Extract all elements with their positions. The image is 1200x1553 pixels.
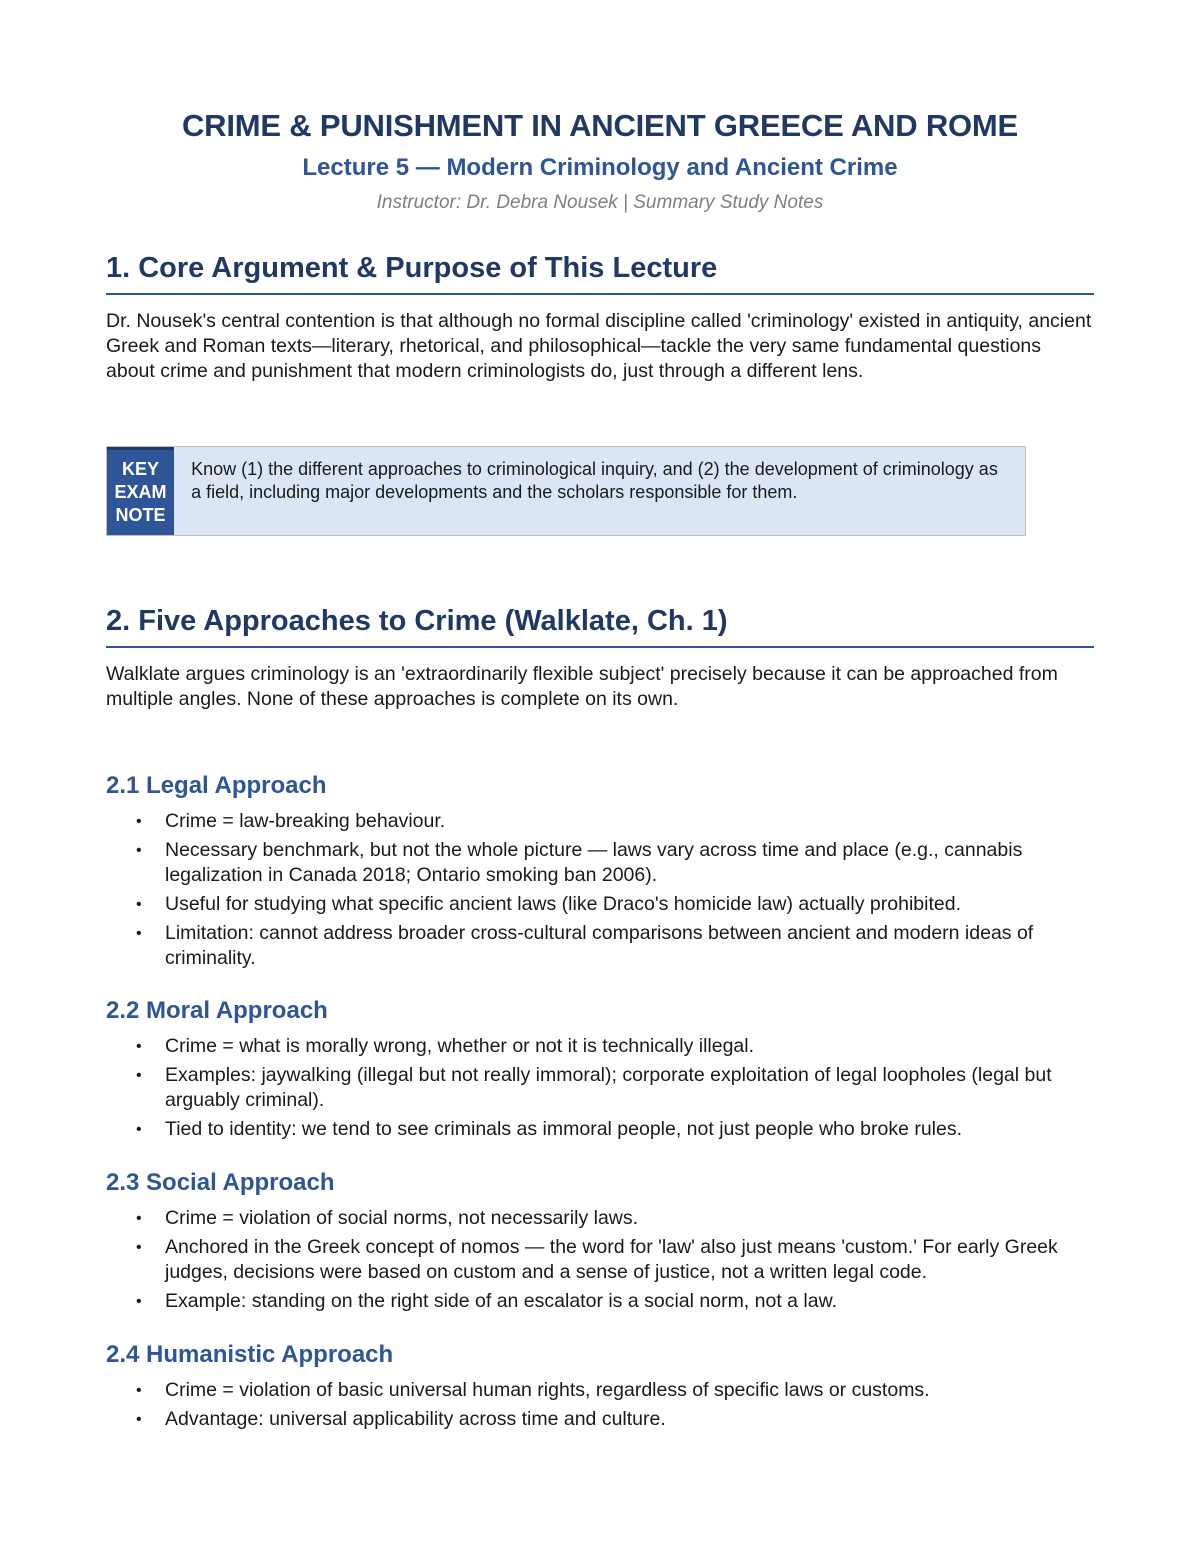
list-item-text: Crime = violation of social norms, not necessarily laws. xyxy=(165,1207,639,1229)
instructor-meta: Instructor: Dr. Debra Nousek | Summary Study Notes xyxy=(376,192,824,213)
tag-line-exam: EXAM xyxy=(114,482,167,502)
list-item-text: Examples: jaywalking (illegal but not really immoral); corporate exploitation of legal loopholes (legal but arguably criminal). xyxy=(165,1064,1052,1111)
list-item xyxy=(106,1117,1094,1142)
list-item xyxy=(106,892,1094,917)
list-item-text: Necessary benchmark, but not the whole picture — laws vary across time and place (e.g., cannabis legalization in Canada 2018; Ontario smoking ban 2006). xyxy=(165,839,1023,886)
list-item xyxy=(106,1034,1094,1059)
key-exam-note-text: Know (1) the different approaches to criminological inquiry, and (2) the development of criminology as a field, including major developments and the scholars responsible for them. xyxy=(191,459,998,502)
list-item xyxy=(106,809,1094,834)
tag-line-key: KEY xyxy=(122,459,160,479)
list-item xyxy=(106,1378,1094,1403)
document-title: CRIME & PUNISHMENT IN ANCIENT GREECE AND ROME xyxy=(181,108,1019,143)
subsection-2-4-heading: 2.4 Humanistic Approach xyxy=(106,1341,394,1368)
bullet-glyph: • xyxy=(136,925,142,942)
list-item-text: Anchored in the Greek concept of nomos — the word for 'law' also just means 'custom.' For early Greek judges, decisions were based on custom and a sense of justice, not a written legal code. xyxy=(165,1236,1058,1283)
subsection-2-1-heading: 2.1 Legal Approach xyxy=(106,772,327,799)
subsection-2-2-list xyxy=(106,1034,1094,1146)
bullet-glyph: • xyxy=(136,1038,142,1055)
list-item xyxy=(106,1235,1094,1285)
bullet-glyph: • xyxy=(136,1293,142,1310)
section-2-heading: 2. Five Approaches to Crime (Walklate, Ch. 1) xyxy=(106,605,1094,648)
subsection-2-4-list xyxy=(106,1378,1094,1436)
key-exam-note-tag xyxy=(107,447,174,535)
bullet-glyph: • xyxy=(136,896,142,913)
list-item-text: Limitation: cannot address broader cross-cultural comparisons between ancient and modern ideas of criminality. xyxy=(165,922,1034,969)
list-item xyxy=(106,1289,1094,1314)
subsection-2-3-list xyxy=(106,1206,1094,1318)
section-1-body: Dr. Nousek's central contention is that although no formal discipline called 'criminology' existed in antiquity, ancient Greek and Roman texts—literary, rhetorical, and philosophical—tackle the very same fundamental questions about crime and punishment that modern criminologists do, just through a different lens. xyxy=(106,310,1092,382)
tag-line-note: NOTE xyxy=(115,505,166,525)
list-item-text: Tied to identity: we tend to see criminals as immoral people, not just people who broke rules. xyxy=(165,1118,963,1140)
bullet-glyph: • xyxy=(136,1210,142,1227)
bullet-glyph: • xyxy=(136,1382,142,1399)
bullet-glyph: • xyxy=(136,842,142,859)
bullet-glyph: • xyxy=(136,1121,142,1138)
bullet-glyph: • xyxy=(136,813,142,830)
list-item xyxy=(106,1206,1094,1231)
list-item xyxy=(106,1407,1094,1432)
list-item-text: Useful for studying what specific ancient laws (like Draco's homicide law) actually prohibited. xyxy=(165,893,961,915)
list-item-text: Example: standing on the right side of an escalator is a social norm, not a law. xyxy=(165,1290,838,1312)
bullet-glyph: • xyxy=(136,1239,142,1256)
list-item-text: Crime = law-breaking behaviour. xyxy=(165,810,446,832)
list-item-text: Advantage: universal applicability across time and culture. xyxy=(165,1408,666,1430)
subsection-2-2-heading: 2.2 Moral Approach xyxy=(106,997,328,1024)
list-item-text: Crime = what is morally wrong, whether or not it is technically illegal. xyxy=(165,1035,755,1057)
bullet-glyph: • xyxy=(136,1411,142,1428)
section-2-body: Walklate argues criminology is an 'extraordinarily flexible subject' precisely because it can be approached from multiple angles. None of these approaches is complete on its own. xyxy=(106,663,1058,710)
subsection-2-3-heading: 2.3 Social Approach xyxy=(106,1169,335,1196)
list-item-text: Crime = violation of basic universal human rights, regardless of specific laws or customs. xyxy=(165,1379,930,1401)
subsection-2-1-list xyxy=(106,809,1094,975)
lecture-subtitle: Lecture 5 — Modern Criminology and Ancient Crime xyxy=(302,154,898,181)
key-exam-note-callout xyxy=(106,446,1026,536)
bullet-glyph: • xyxy=(136,1067,142,1084)
section-1-heading: 1. Core Argument & Purpose of This Lecture xyxy=(106,252,1094,295)
list-item xyxy=(106,1063,1094,1113)
list-item xyxy=(106,838,1094,888)
list-item xyxy=(106,921,1094,971)
